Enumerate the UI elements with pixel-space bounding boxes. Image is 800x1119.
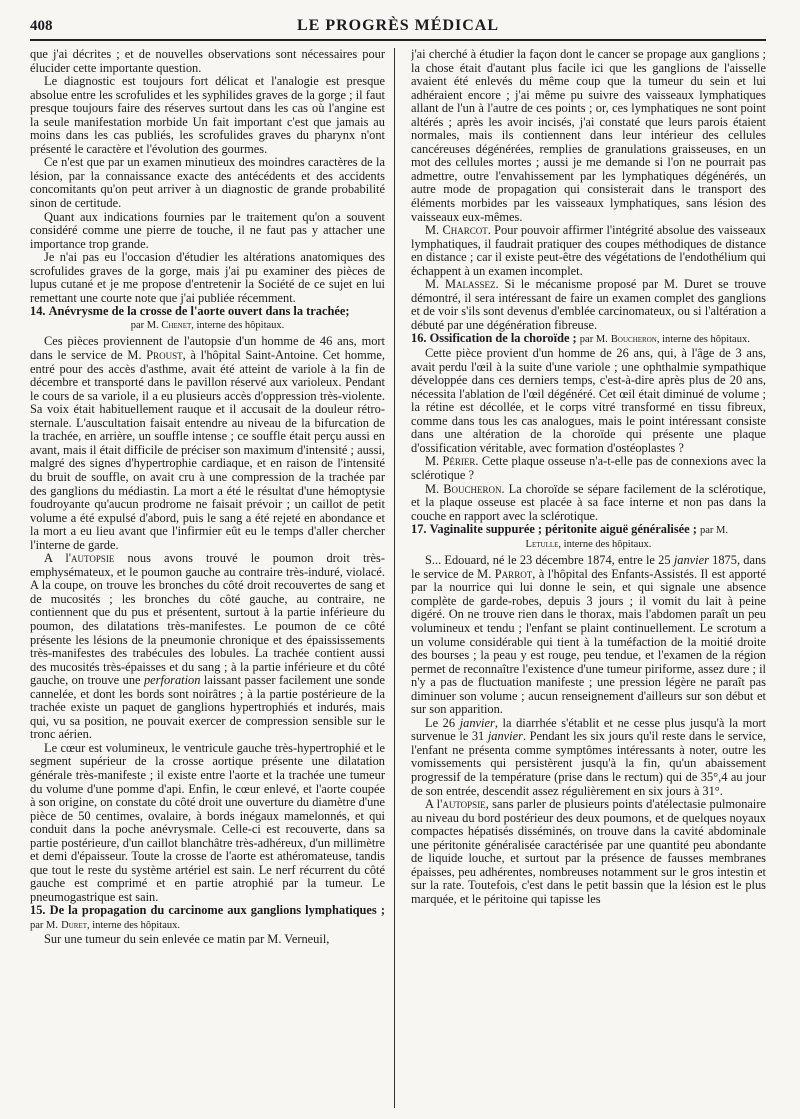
- section-title: De la propagation du carcinome aux ganglions lymphatiques ;: [49, 903, 385, 918]
- section-byline: [30, 319, 385, 333]
- byline-suffix: , interne des hôpitaux.: [656, 334, 750, 346]
- section-title: Anévrysme de la crosse de l'aorte ouvert dans la trachée;: [48, 304, 350, 319]
- section-byline: [411, 538, 766, 552]
- paragraph: [411, 483, 766, 524]
- section-heading-14: [30, 305, 385, 319]
- keyword: autopsie: [442, 797, 486, 812]
- text-run: , sans parler de plusieurs points d'atélectasie pulmonaire au niveau du bord postérieur des deux poumons, et de quelques noyaux compactes hépatisés disséminés, on trouve dans la cavité abdominale une péritonite généralisée caractérisée par une quantité peu abondante de liquide louche, et surtout par la présence de fausses membranes épaisses, peu adhérentes, nombreuses notamment sur le gros intestin et sur la rate. Toutefois, c'est dans le petit bassin que la lésion est le plus marquée, et le péritoine qui tapisse les: [411, 797, 766, 906]
- text-run: Cette plaque osseuse n'a-t-elle pas de connexions avec la sclérotique ?: [411, 454, 766, 482]
- header-rule: [30, 39, 766, 41]
- italic-term: janvier: [459, 715, 495, 730]
- section-heading-15: [30, 904, 385, 932]
- paragraph: [411, 554, 766, 717]
- section-heading-17: [411, 523, 766, 538]
- paragraph: que j'ai décrites ; et de nouvelles observations sont nécessaires pour élucider cette importante question.: [30, 48, 385, 75]
- text-run: . Pendant les six jours qu'il reste dans le service, l'enfant ne présenta comme symptômes intéressants à noter, outre les vomissements qui persistèrent jusqu'à la fin, qu'un abaissement progressif de la température (prise dans le rectum) qui de 35°,4 au jour de son entrée, descendit assez régulièrement en six jours à 31°.: [411, 729, 766, 798]
- byline-prefix: par M.: [130, 319, 159, 331]
- text-run: , à l'hôpital Saint-Antoine. Cet homme, entré pour des accès d'asthme, avait été atteint de variole à la fin de décembre et transporté dans le pavillon réservé aux varioleux. Pendant le cours de sa variole, il a eu plusieurs accès d'oppression très-violente. Sa voix était habituellement rauque et il accusait de la douleur rétro-sternale. L'auscultation faisait entendre au niveau de la bifurcation de la trachée, en arrière, un souffle intense ; ce souffle était perçu aussi en avant, mais il était difficile de préciser son maximum d'intensité ; aussi, malgré des signes d'hypertrophie cardiaque, et en raison de l'intensité du bruit de souffle, on avait cru à une compression de la trachée par des ganglions du médiastin. La mort a été le résultat d'une hémoptysie foudroyante qu'aucun prodrome ne faisait prévoir ; un caillot de petit volume a été expulsé d'abord, puis le sang a été rejeté en abondance et la mort a eu lieu avant que l'infirmier eût eu le temps d'aller chercher l'interne de garde.: [30, 348, 385, 552]
- paragraph: Je n'ai pas eu l'occasion d'étudier les altérations anatomiques des scrofulides graves de la gorge, mais j'ai pu examiner des pièces de lupus cutané et je me propose d'entretenir la Société de ce sujet en lui remettant une courte note que j'ai publiée récemment.: [30, 250, 385, 305]
- byline-prefix: par M.: [579, 334, 608, 346]
- page-header: [30, 14, 766, 38]
- speaker-name: M. Périer.: [425, 454, 479, 469]
- paragraph: Le cœur est volumineux, le ventricule gauche très-hypertrophié et le segment supérieur de la crosse aortique présente une dilatation générale très-manifeste ; il existe entre l'aorte et la trachée une tumeur du volume d'une pomme d'api. Enfin, le cœur enlevé, et l'aorte coupée à son origine, on constate du côté droit une ouverture du diamètre d'une pièce de 50 centimes, ovalaire, à bords inégaux mamelonnés, et qui conduit dans la poche anévrysmale. Celle-ci est recouverte, dans sa partie postérieure, d'un caillot blanchâtre très-adhéreux, d'un millimètre et demi d'épaisseur. Toute la crosse de l'aorte est athéromateuse, tandis que tout le reste du système artériel est sain. Le nerf récurrent du côté gauche est comprimé et en partie atrophié par la tumeur. Le pneumogastrique est sain.: [30, 740, 385, 904]
- paragraph: [411, 224, 766, 278]
- text-run: La choroïde se sépare facilement de la sclérotique, et la plaque osseuse est placée à sa face interne et non pas dans la couche en rapport avec la sclérotique.: [411, 481, 766, 523]
- text-run: Ces pièces proviennent de l'autopsie d'un homme de 46 ans, mort dans le service de M.: [30, 334, 385, 363]
- byline-suffix: , interne des hôpitaux.: [558, 538, 652, 550]
- text-run: laissant passer facilement une sonde cannelée, et dont les bords sont noirâtres ; à la partie postérieure de la trachée existe un paquet de ganglions hypertrophiés et indurés, mais qui, vu sa position, ne pouvait exercer de compression sensible sur le tronc aérien.: [30, 673, 385, 742]
- section-number: 14.: [30, 304, 46, 319]
- person-name: Parrot: [494, 566, 533, 581]
- paragraph: Quant aux indications fournies par le traitement qu'on a souvent considéré comme une pierre de touche, il ne faut pas y attacher une importance trop grande.: [30, 209, 385, 251]
- section-number: 15.: [30, 903, 46, 918]
- paragraph: Ce n'est que par un examen minutieux des moindres caractères de la lésion, par la connaissance exacte des antécédents et des accidents concomitants qu'on peut arriver à un diagnostic de grande probabilité sinon de certitude.: [30, 155, 385, 211]
- person-name: Proust: [146, 348, 183, 363]
- text-run: Si le mécanisme proposé par M. Duret se trouve démontré, il sera intéressant de faire un examen complet des ganglions et de voir s'ils sont devenus d'emblée carcinomateux, ou si l'altération a débuté par une dégénération fibreuse.: [411, 277, 766, 332]
- section-heading-16: [411, 332, 766, 347]
- byline-prefix: par M.: [30, 920, 58, 931]
- text-run: A l': [425, 797, 443, 812]
- italic-term: perforation: [143, 673, 201, 688]
- text-run: 1875, dans le service de M.: [411, 553, 766, 581]
- journal-title: LE PROGRÈS MÉDICAL: [296, 17, 500, 34]
- section-number: 17.: [411, 522, 427, 537]
- author-name: Chenet: [161, 319, 192, 331]
- byline-suffix: , interne des hôpitaux.: [86, 920, 180, 931]
- paragraph: [30, 552, 385, 742]
- section-number: 16.: [411, 331, 427, 346]
- paragraph: [30, 335, 385, 552]
- italic-term: janvier: [487, 729, 523, 744]
- column-divider: [394, 48, 395, 1108]
- paragraph: [411, 717, 766, 798]
- author-name: Letulle: [525, 538, 559, 550]
- author-name: Boucheron: [610, 334, 657, 346]
- paragraph: [411, 455, 766, 482]
- section-title: Ossification de la choroïde ;: [429, 331, 577, 346]
- text-run: , à l'hôpital des Enfants-Assistés. Il est apporté par la nourrice qui lui donne le sein, et qui signale une absence complète de garde-robes, depuis 3 jours ; il vomit du lait à peine digéré. On ne trouve rien dans le thorax, mais l'abdomen paraît un peu volumineux et tendu ; l'enfant se plaint continuellement. Le scrotum a un volume considérable qui tient à la tuméfaction de la moitié droite des bourses ; la peau y est rouge, peu tendue, et l'examen de la région permet de reconnaître l'existence d'une tumeur piriforme, assez dure ; il n'y a pas de fluctuation manifeste ; une pression légère ne paraît pas diminuer son volume ; aucun renseignement d'ailleurs sur son début et sur son apparition.: [411, 566, 766, 717]
- left-column: [30, 48, 385, 1108]
- italic-term: janvier: [673, 553, 709, 568]
- right-column: [411, 48, 766, 1108]
- keyword: autopsie: [71, 551, 115, 566]
- paragraph: [411, 278, 766, 332]
- text-run: Pour pouvoir affirmer l'intégrité absolue des vaisseaux lymphatiques, il faudrait pratiquer des coupes méthodiques de distance en distance ; car il existe peut-être des végétations de l'endothélium qui échappent à un examen incomplet.: [411, 223, 766, 278]
- speaker-name: M. Malassez.: [425, 277, 499, 292]
- paragraph: [411, 798, 766, 906]
- section-title: Vaginalite suppurée ; péritonite aiguë généralisée ;: [429, 522, 697, 537]
- two-column-body: [30, 48, 766, 1108]
- text-run: , la diarrhée s'établit et ne cesse plus jusqu'à la mort survenue le 31: [411, 715, 766, 744]
- text-run: A l': [44, 551, 72, 566]
- author-name: Duret: [61, 920, 87, 931]
- text-run: Le 26: [425, 715, 456, 730]
- byline-suffix: , interne des hôpitaux.: [191, 319, 285, 331]
- speaker-name: M. Charcot.: [425, 223, 491, 238]
- byline-prefix: par M.: [700, 525, 729, 537]
- paragraph: Le diagnostic est toujours fort délicat et l'analogie est presque absolue entre les scrofulides et les syphilides graves de la gorge ; il faut presque toujours faire des réserves surtout dans les cas où l'angine est la seule manifestation morbide Un fait important c'est que jamais au moins dans les cas publiés, les scrofulides graves du pharynx n'ont présenté le caractère et l'évolution des gourmes.: [30, 74, 385, 156]
- page-number: 408: [30, 18, 53, 34]
- text-run: nous avons trouvé le poumon droit très-emphysémateux, et le poumon gauche au contraire très-induré, violacé. A la coupe, on trouve les bronches du côté droit recouvertes de sang et de mucosités ; les bronches du côté gauche, au contraire, ne contiennent que du pus et présentent, surtout à la partie inférieure du poumon, des dilatations très-manifestes. Le poumon de ce côté présente les lésions de la pneumonie chronique et des épaississements très-manifestes des trabécules des lobules. La trachée contient aussi des mucosités très-épaisses et du sang ; à la partie inférieure et du côté gauche, on trouve une: [30, 551, 385, 688]
- speaker-name: M. Boucheron.: [425, 481, 505, 496]
- text-run: S... Edouard, né le 23 décembre 1874, entre le 25: [425, 553, 671, 568]
- paragraph: Cette pièce provient d'un homme de 26 ans, qui, à l'âge de 3 ans, avait perdu l'œil à la suite d'une variole ; une ophthalmie sympathique développée dans ces derniers temps, c'est-à-dire après plus de 20 ans, nécessita l'ablation de l'œil dégénéré. Cet œil était diminué de volume ; la rétine est décollée, et le corps vitré transformé en tissu fibreux, comme dans tous les cas analogues, mais le point intéressant consiste dans une altération de la choroïde qui présente une plaque d'ossification véritable, avec formation d'ostéoplastes ?: [411, 346, 766, 455]
- paragraph: j'ai cherché à étudier la façon dont le cancer se propage aux ganglions ; la chose était d'autant plus facile ici que les ganglions de l'aisselle avaient été enlevés du même coup que la tumeur du sein et lui adhéraient encore ; j'ai même pu suivre des vaisseaux lymphatiques allant de l'un à l'autre de ces points ; or, ces lymphatiques ne sont point altérés ; après les avoir incisés, j'ai constaté que leurs parois étaient normales, mais ils contiennent dans leur intérieur des cellules cancéreuses dégénérées, remplies de granulations graisseuses, en un mot des cellules mortes ; aussi je me demande si l'on ne pourrait pas admettre, outre l'envahissement par les lymphatiques dégénérés, un autre mode de propagation qui consisterait dans le transport des éléments morbides par les vaisseaux lymphatiques, sans lésion des vaisseaux eux-mêmes.: [411, 48, 766, 224]
- paragraph: Sur une tumeur du sein enlevée ce matin par M. Verneuil,: [44, 931, 330, 946]
